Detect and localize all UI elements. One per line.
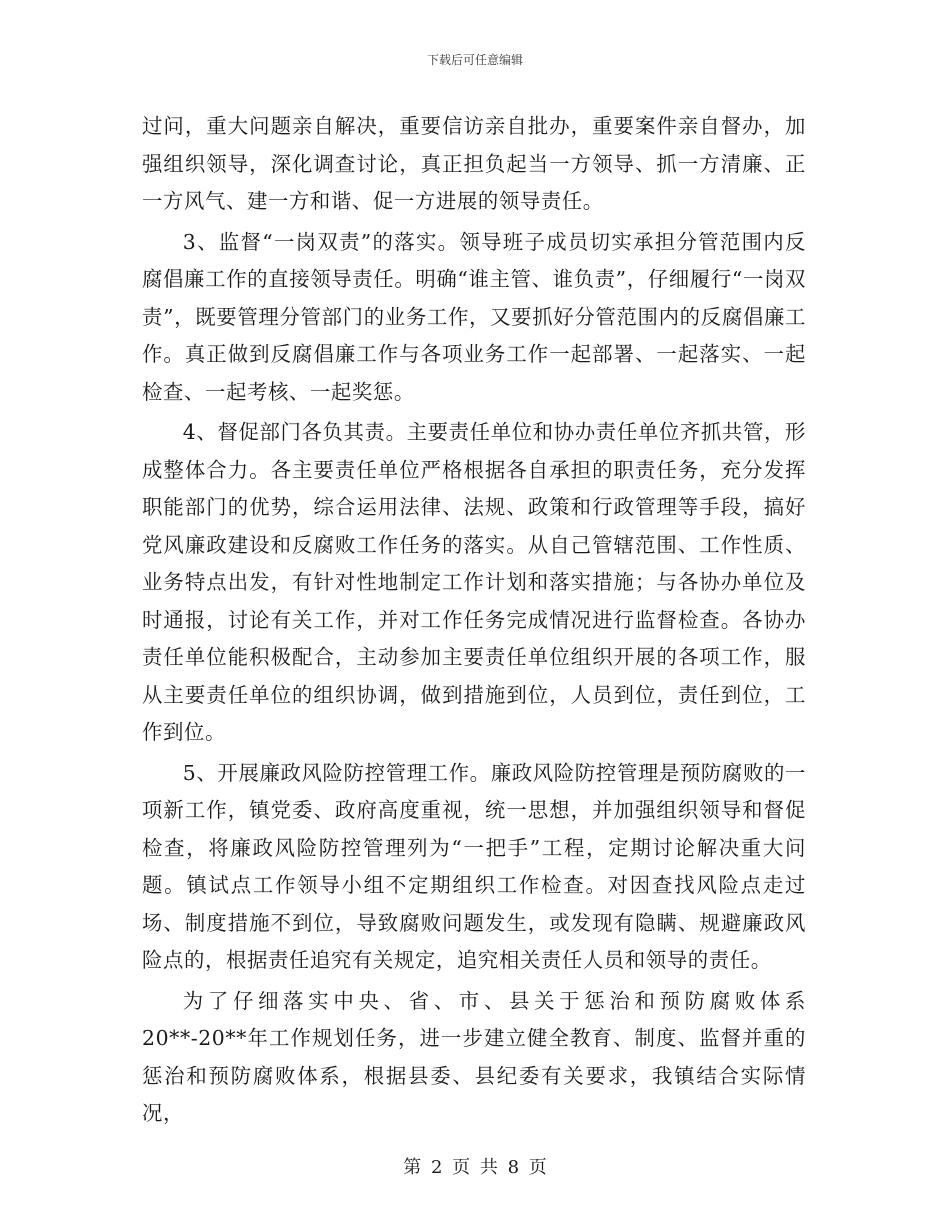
document-body [142, 108, 806, 1133]
page-header: 下载后可任意编辑 [426, 53, 523, 67]
paragraph-item-5: 5、开展廉政风险防控管理工作。廉政风险防控管理是预防腐败的一项新工作，镇党委、政府高度重视，统一思想，并加强组织领导和督促检查，将廉政风险防控管理列为“一把手”工程，定期讨论解决重大问题。镇试点工作领导小组不定期组织工作检查。对因查找风险点走过场、制度措施不到位，导致腐败问题发生，或发现有隐瞒、规避廉政风险点的，根据责任追究有关规定，追究相关责任人员和领导的责任。 [142, 760, 806, 972]
page-number-footer: 第 2 页 共 8 页 [403, 1157, 547, 1178]
paragraph-item-4: 4、督促部门各负其责。主要责任单位和协办责任单位齐抓共管，形成整体合力。各主要责任单位严格根据各自承担的职责任务，充分发挥职能部门的优势，综合运用法律、法规、政策和行政管理等手段，搞好党风廉政建设和反腐败工作任务的落实。从自己管辖范围、工作性质、业务特点出发，有针对性地制定工作计划和落实措施；与各协办单位及时通报，讨论有关工作，并对工作任务完成情况进行监督检查。各协办责任单位能积极配合，主动参加主要责任单位组织开展的各项工作，服从主要责任单位的组织协调，做到措施到位，人员到位，责任到位，工作到位。 [142, 420, 806, 744]
paragraph-continuation: 过问，重大问题亲自解决，重要信访亲自批办，重要案件亲自督办，加强组织领导，深化调查讨论，真正担负起当一方领导、抓一方清廉、正一方风气、建一方和谐、促一方进展的领导责任。 [142, 114, 806, 213]
paragraph-item-3: 3、监督“一岗双责”的落实。领导班子成员切实承担分管范围内反腐倡廉工作的直接领导责任。明确“谁主管、谁负责”，仔细履行“一岗双责”，既要管理分管部门的业务工作，又要抓好分管范围内的反腐倡廉工作。真正做到反腐倡廉工作与各项业务工作一起部署、一起落实、一起检查、一起考核、一起奖惩。 [142, 229, 806, 404]
paragraph-closing: 为了仔细落实中央、省、市、县关于惩治和预防腐败体系20**-20**年工作规划任务，进一步建立健全教育、制度、监督并重的惩治和预防腐败体系，根据县委、县纪委有关要求，我镇结合实际情况， [142, 988, 806, 1125]
